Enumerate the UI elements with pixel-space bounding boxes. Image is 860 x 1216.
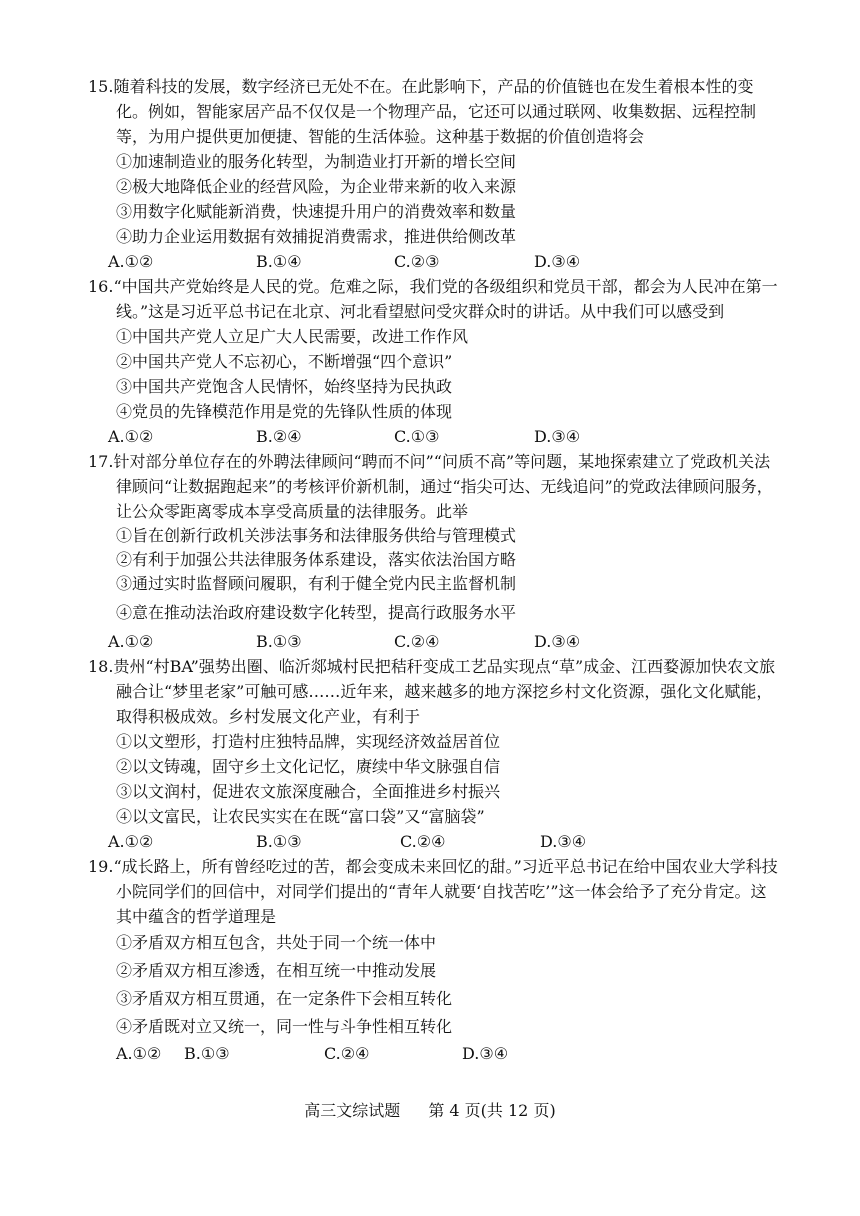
option: ④矛盾既对立又统一，同一性与斗争性相互转化 [116,1017,453,1036]
answer-choice-c[interactable]: C.②④ [400,832,446,851]
option: ④意在推动法治政府建设数字化转型，提高行政服务水平 [116,603,517,622]
option: ③通过实时监督顾问履职，有利于健全党内民主监督机制 [116,574,517,593]
question-16 [88,274,778,449]
answer-choice-a[interactable]: A.①② [108,252,154,271]
question-stem: 18.贵州“村BA”强势出圈、临沂郯城村民把秸秆变成工艺品实现点“草”成金、江西婺源加快农文旅融合让“梦里老家”可触可感……近年来，越来越多的地方深挖乡村文化资源，强化文化赋能，取得积极成效。乡村发展文化产业，有利于 [88,657,776,726]
answer-choice-c[interactable]: C.②④ [394,632,440,651]
question-stem: 17.针对部分单位存在的外聘法律顾问“聘而不问”“问质不高”等问题，某地探索建立了党政机关法律顾问“让数据跑起来”的考核评价新机制，通过“指尖可达、无线追问”的党政法律顾问服务，让公众零距离零成本享受高质量的法律服务。此举 [88,452,773,521]
question-list [88,74,778,1066]
page-footer [0,1100,860,1122]
answer-choice-b[interactable]: B.①③ [184,1044,230,1063]
answer-choice-a[interactable]: A.①② [108,832,154,851]
answer-choice-c[interactable]: C.①③ [394,427,440,446]
option: ③中国共产党饱含人民情怀，始终坚持为民执政 [116,377,453,396]
answer-choice-a[interactable]: A.①② [108,427,154,446]
option: ②以文铸魂，固守乡土文化记忆，赓续中华文脉强自信 [116,757,501,776]
option: ①矛盾双方相互包含，共处于同一个统一体中 [116,933,437,952]
answer-choices [108,1041,778,1066]
option: ④助力企业运用数据有效捕捉消费需求，推进供给侧改革 [116,227,517,246]
answer-choice-b[interactable]: B.①③ [256,832,302,851]
question-stem: 15.随着科技的发展，数字经济已无处不在。在此影响下，产品的价值链也在发生着根本性的变化。例如，智能家居产品不仅仅是一个物理产品，它还可以通过联网、收集数据、远程控制等，为用户提供更加便捷、智能的生活体验。这种基于数据的价值创造将会 [88,77,757,146]
answer-choice-d[interactable]: D.③④ [462,1044,509,1063]
option: ③以文润村，促进农文旅深度融合，全面推进乡村振兴 [116,782,501,801]
answer-choice-d[interactable]: D.③④ [534,632,581,651]
answer-choices [108,424,778,449]
option: ①加速制造业的服务化转型，为制造业打开新的增长空间 [116,152,517,171]
answer-choice-b[interactable]: B.②④ [256,427,302,446]
answer-choices [108,629,778,654]
option: ①以文塑形，打造村庄独特品牌，实现经济效益居首位 [116,732,501,751]
answer-choice-b[interactable]: B.①③ [256,632,302,651]
option: ①旨在创新行政机关涉法事务和法律服务供给与管理模式 [116,526,517,545]
answer-choice-b[interactable]: B.①④ [256,252,302,271]
answer-choice-a[interactable]: A.①② [108,632,154,651]
question-18 [88,654,778,854]
option: ①中国共产党人立足广大人民需要，改进工作作风 [116,327,469,346]
answer-choice-c[interactable]: C.②③ [394,252,440,271]
option: ②矛盾双方相互渗透，在相互统一中推动发展 [116,961,437,980]
question-17 [88,449,778,654]
answer-choice-c[interactable]: C.②④ [324,1044,370,1063]
question-19 [88,854,778,1066]
question-stem: 19.“成长路上，所有曾经吃过的苦，都会变成未来回忆的甜。”习近平总书记在给中国农业大学科技小院同学们的回信中，对同学们提出的“青年人就要‘自找苦吃’”这一体会给予了充分肯定。这其中蕴含的哲学道理是 [88,857,778,926]
option: ②极大地降低企业的经营风险，为企业带来新的收入来源 [116,177,517,196]
option: ②中国共产党人不忘初心，不断增强“四个意识” [116,352,453,371]
answer-choice-d[interactable]: D.③④ [540,832,587,851]
option: ③用数字化赋能新消费，快速提升用户的消费效率和数量 [116,202,517,221]
answer-choice-a[interactable]: A.①② [116,1044,162,1063]
question-15 [88,74,778,274]
option: ②有利于加强公共法律服务体系建设，落实依法治国方略 [116,550,517,569]
answer-choice-d[interactable]: D.③④ [534,427,581,446]
answer-choices [108,829,778,854]
exam-title: 高三文综试题 [304,1101,401,1120]
option: ③矛盾双方相互贯通，在一定条件下会相互转化 [116,989,453,1008]
answer-choice-d[interactable]: D.③④ [534,252,581,271]
page-number: 第 4 页(共 12 页) [428,1101,556,1120]
option: ④以文富民，让农民实实在在既“富口袋”又“富脑袋” [116,807,485,826]
answer-choices [108,249,778,274]
question-stem: 16.“中国共产党始终是人民的党。危难之际，我们党的各级组织和党员干部，都会为人民冲在第一线。”这是习近平总书记在北京、河北看望慰问受灾群众时的讲话。从中我们可以感受到 [88,277,778,321]
option: ④党员的先锋模范作用是党的先锋队性质的体现 [116,402,453,421]
